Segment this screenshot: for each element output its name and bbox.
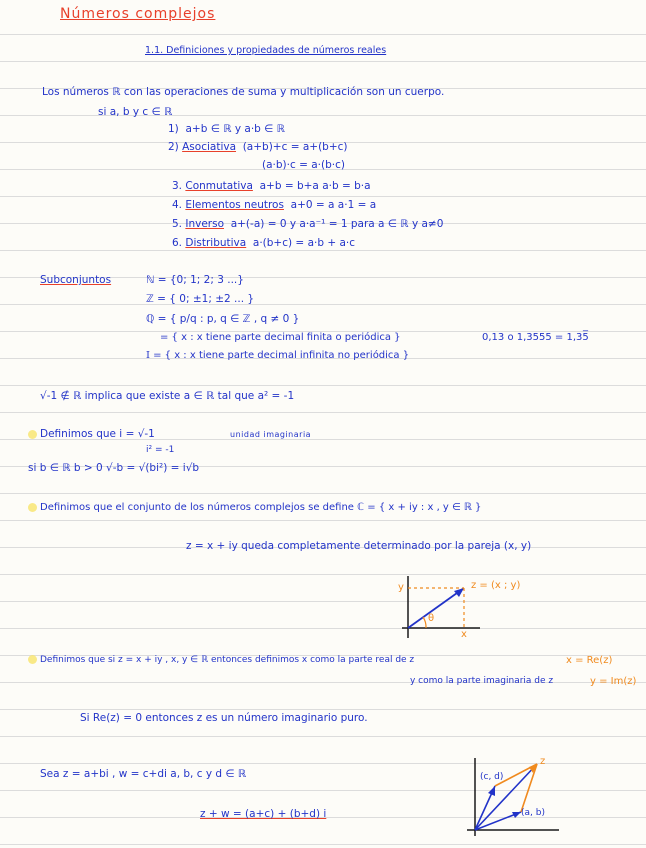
diagram-x-label: x bbox=[461, 629, 467, 640]
prop-5 bbox=[172, 218, 443, 230]
subset-n: ℕ = {0; 1; 2; 3 ...} bbox=[146, 274, 244, 286]
prop-num: 6. bbox=[172, 237, 183, 249]
prop-formula: (a+b)+c = a+(b+c) bbox=[242, 141, 348, 153]
prop-num: 1) bbox=[168, 123, 179, 135]
diagram-ab-label: (a, b) bbox=[521, 808, 545, 818]
prop-label: Inverso bbox=[185, 218, 225, 230]
prop-num: 2) bbox=[168, 141, 179, 153]
prop-2b bbox=[262, 159, 345, 171]
prop-formula: a·(b+c) = a·b + a·c bbox=[252, 237, 356, 249]
z-determined: z = x + iy queda completamente determinado por la pareja (x, y) bbox=[186, 540, 532, 552]
prop-label: Distributiva bbox=[185, 237, 247, 249]
prop-formula: a+b ∈ ℝ y a·b ∈ ℝ bbox=[185, 123, 285, 135]
highlight-dot bbox=[28, 655, 37, 664]
def-i-text: Definimos que i = √-1 bbox=[40, 428, 155, 440]
prop-num: 4. bbox=[172, 199, 183, 211]
w-arrowhead bbox=[488, 786, 495, 796]
prop-formula: a+0 = a a·1 = a bbox=[290, 199, 377, 211]
def-set bbox=[28, 502, 481, 513]
sqrt-b-line: si b ∈ ℝ b > 0 √-b = √(bi²) = i√b bbox=[28, 462, 200, 474]
highlight-dot bbox=[28, 503, 37, 512]
subsets-label: Subconjuntos bbox=[40, 274, 112, 286]
prop-2 bbox=[168, 141, 348, 153]
angle-arc bbox=[423, 617, 426, 628]
im-z: y = Im(z) bbox=[590, 676, 637, 687]
def-i bbox=[28, 428, 155, 440]
subset-z: ℤ = { 0; ±1; ±2 ... } bbox=[146, 293, 255, 305]
prop-label: Asociativa bbox=[182, 141, 237, 153]
sum-formula: z + w = (a+c) + (b+d) i bbox=[200, 808, 327, 820]
prop-6 bbox=[172, 237, 355, 249]
prop-num: 3. bbox=[172, 180, 183, 192]
z-vector bbox=[408, 588, 464, 628]
re-z: x = Re(z) bbox=[566, 655, 613, 666]
page-title: Números complejos bbox=[60, 6, 216, 22]
prop-4 bbox=[172, 199, 376, 211]
prop-label: Elementos neutros bbox=[185, 199, 284, 211]
prop-1 bbox=[168, 123, 285, 135]
sea-line: Sea z = a+bi , w = c+di a, b, c y d ∈ ℝ bbox=[40, 768, 247, 780]
complex-plane-diagram bbox=[368, 572, 488, 644]
def-re-text: Definimos que si z = x + iy , x, y ∈ ℝ entonces definimos x como la parte real de z bbox=[40, 655, 415, 665]
intro-text: Los números ℝ con las operaciones de suma y multiplicación son un cuerpo. bbox=[42, 86, 445, 98]
prop-num: 5. bbox=[172, 218, 183, 230]
subset-i: 𝕀 = { x : x tiene parte decimal infinita no periódica } bbox=[146, 350, 410, 361]
section-heading: 1.1. Definiciones y propiedades de números reales bbox=[145, 45, 387, 56]
sqrt-line: √-1 ∉ ℝ implica que existe a ∈ ℝ tal que a² = -1 bbox=[40, 390, 295, 402]
prop-label: Conmutativa bbox=[185, 180, 253, 192]
diagram-cd-label: (c, d) bbox=[480, 772, 504, 782]
prop-formula: (a·b)·c = a·(b·c) bbox=[262, 159, 345, 171]
diagram-y-label: y bbox=[398, 582, 404, 593]
prop-formula: a+b = b+a a·b = b·a bbox=[259, 180, 371, 192]
sum-vector-diagram bbox=[455, 752, 575, 842]
prop-3 bbox=[172, 180, 371, 192]
subset-q-decimal: = { x : x tiene parte decimal finita o periódica } bbox=[160, 332, 401, 343]
def-im: y como la parte imaginaria de z bbox=[410, 676, 554, 686]
i-squared: i² = -1 bbox=[146, 445, 175, 455]
def-re bbox=[28, 655, 414, 665]
diagram-z-label: z bbox=[540, 756, 546, 767]
def-set-text: Definimos que el conjunto de los números complejos se define ℂ = { x + iy : x , y ∈ ℝ } bbox=[40, 502, 482, 513]
diagram-angle-label: θ bbox=[428, 613, 435, 624]
subset-q: ℚ = { p/q : p, q ∈ ℤ , q ≠ 0 } bbox=[146, 313, 300, 325]
diagram-point-label: z = (x ; y) bbox=[471, 580, 521, 591]
prop-formula: a+(-a) = 0 y a·a⁻¹ = 1 para a ∈ ℝ y a≠0 bbox=[230, 218, 444, 230]
decimal-example: 0,13 o 1,3555 = 1,35̅ bbox=[482, 332, 589, 343]
imag-unit: unidad imaginaria bbox=[230, 430, 312, 439]
si-line: si a, b y c ∈ ℝ bbox=[98, 106, 173, 118]
highlight-dot bbox=[28, 430, 37, 439]
pure-imaginary: Si Re(z) = 0 entonces z es un número imaginario puro. bbox=[80, 712, 368, 724]
vector-arrowhead bbox=[454, 588, 464, 597]
